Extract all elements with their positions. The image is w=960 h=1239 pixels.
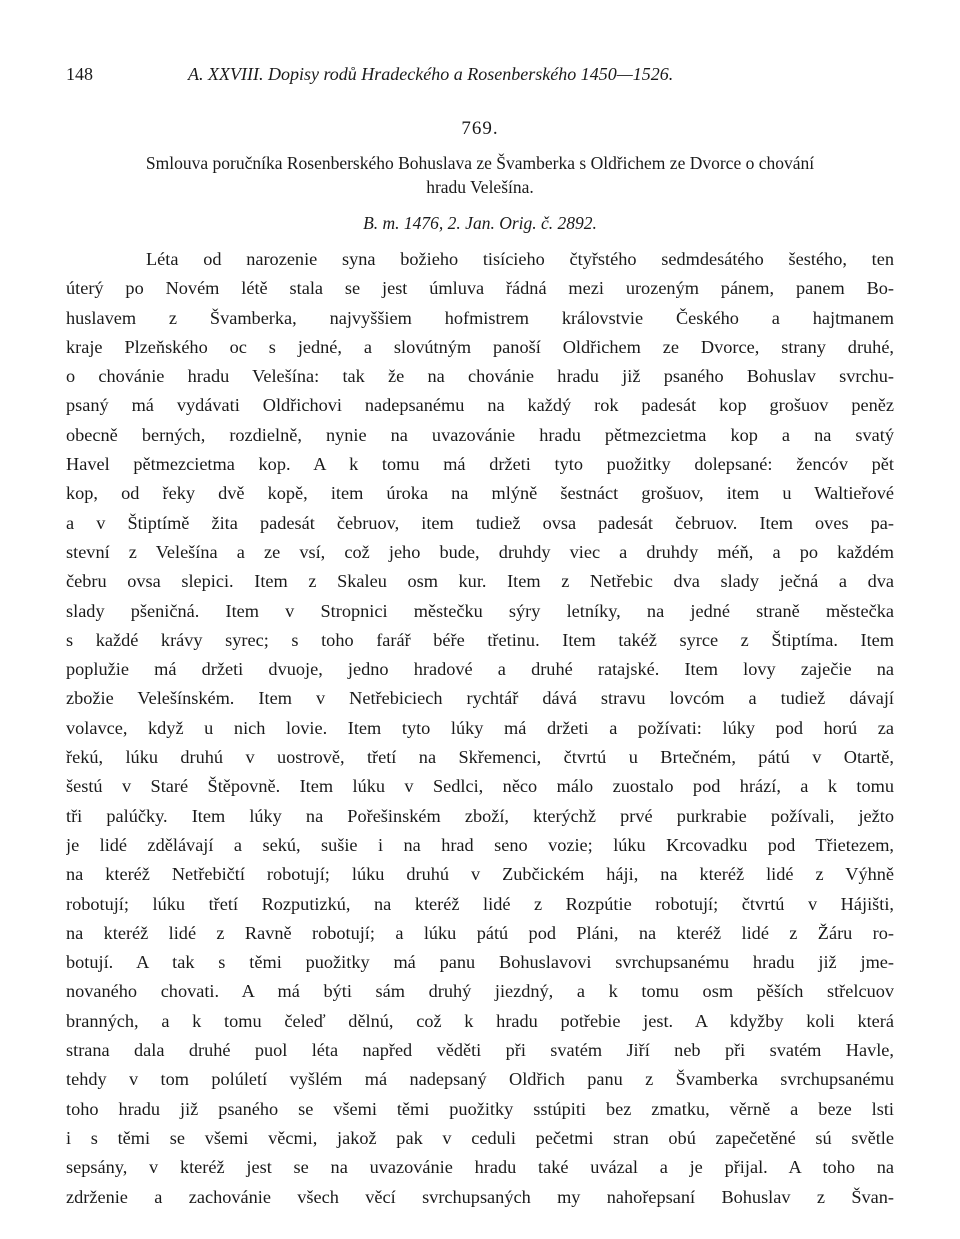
body-line: s každé krávy syrec; s toho farář béře třetinu. Item takéž syrce z Štiptíma. Item (66, 629, 894, 650)
body-line: psaný má vydávati Oldřichovi nadepsanému na každý rok padesát kop grošuov peněz (66, 395, 894, 416)
source-citation: B. m. 1476, 2. Jan. Orig. č. 2892. (363, 213, 597, 233)
body-line: branných, a k tomu čeleď dělnú, což k hradu potřebie jest. A kdyžby koli která (66, 1010, 894, 1031)
body-line: o chovánie hradu Velešína: tak že na chovánie hradu již psaného Bohuslav svrchu- (66, 366, 894, 387)
body-line: sepsány, v kteréž jest se na uvazovánie hradu také uvázal a je přijal. A toho na (66, 1157, 894, 1178)
running-head (66, 62, 894, 86)
body-line: obecně berných, rozdielně, nynie na uvazovánie hradu pětmezcietma kop a na svatý (66, 424, 894, 445)
body-line: robotují; lúku třetí Rozputizkú, na kteréž lidé z Rozpútie robotují; čtvrtú v Hájišti, (66, 893, 894, 914)
body-line: i s těmi se všemi věcmi, jakož pak v ceduli pečetmi stran obú zapečetěné sú světle (66, 1127, 894, 1148)
page-number: 148 (66, 64, 93, 84)
body-line: huslavem z Švamberka, najvyššiem hofmistrem královstvie Českého a hajtmanem (66, 307, 894, 328)
body-line: Havel pětmezcietma kop. A k tomu má držeti tyto puožitky dolepsané: žencóv pět (66, 454, 894, 475)
body-line: tři palúčky. Item lúky na Pořešinském zboží, kterýchž prvé purkrabie požívali, ježto (66, 805, 894, 826)
body-line: slady pšeničná. Item v Stropnici městečku sýry letníky, na jedné straně městečka (66, 600, 894, 621)
body-line: novaného chovati. A má býti sám druhý jiezdný, a k tomu osm pěších střelcuov (66, 981, 894, 1002)
heading-line: hradu Velešína. (426, 177, 534, 197)
body-line: je lidé zdělávají a sekú, sušie i na hrad seno vozie; lúku Krcovadku pod Třietezem, (66, 834, 894, 855)
document-number: 769. (461, 118, 499, 139)
body-line: kop, od řeky dvě kopě, item úroka na mlýně šestnáct grošuov, item u Waltieřové (66, 483, 894, 504)
body-line: a v Štiptímě žita padesát čebruov, item tudiež ovsa padesát čebruov. Item oves pa- (66, 512, 894, 533)
body-line: zdrženie a zachovánie všech věcí svrchupsaných my nahořepsaní Bohuslav z Švan- (66, 1186, 894, 1207)
body-line: strana dala druhé puol léta napřed věděti při svatém Jiří neb při svatém Havle, (66, 1040, 894, 1061)
body-line: toho hradu již psaného se všemi těmi puožitky sstúpiti bez zmatku, věrně a beze lsti (66, 1098, 894, 1119)
document-heading (66, 151, 894, 199)
running-title: A. XXVIII. Dopisy rodů Hradeckého a Rosenberského 1450—1526. (188, 64, 674, 84)
body-line: volavce, když u nich lovie. Item tyto lúky má držeti a požívati: lúky pod horú za (66, 717, 894, 738)
body-line: šestú v Staré Štěpovně. Item lúku v Sedlci, něco málo zuostalo pod hrází, a k tomu (66, 776, 894, 797)
body-line: zbožie Velešínském. Item v Netřebiciech rychtář dává stravu lovcóm a tudiež dávají (66, 688, 894, 709)
page (66, 0, 894, 1239)
body-line: kraje Plzeňského oc s jedné, a slovútným panoší Oldřichem ze Dvorce, strany druhé, (66, 336, 894, 357)
body-text (66, 245, 894, 1212)
body-line: Léta od narozenie syna božieho tisícieho čtyřstého sedmdesátého šestého, ten (146, 249, 894, 269)
body-line: stevní z Velešína a ze vsí, což jeho bude, druhdy viec a druhdy méň, a po každém (66, 541, 894, 562)
body-line: poplužie má držeti dvuoje, jedno hradové a druhé ratajské. Item lovy zaječie na (66, 659, 894, 680)
body-line: čebru ovsa slepici. Item z Skaleu osm kur. Item z Netřebic dva slady ječná a dva (66, 571, 894, 592)
body-line: úterý po Novém létě stala se jest úmluva řádná mezi urozeným pánem, panem Bo- (66, 278, 894, 299)
heading-line: Smlouva poručníka Rosenberského Bohuslava ze Švamberka s Oldřichem ze Dvorce o chování (145, 153, 815, 173)
body-line: na kteréž Netřebičtí robotují; lúku druhú v Zubčickém háji, na kteréž lidé z Výhně (66, 864, 894, 885)
body-line: tehdy v tom polúletí vyšlém má nadepsaný Oldřich panu z Švamberka svrchupsanému (66, 1069, 894, 1090)
body-line: na kteréž lidé z Ravně robotují; a lúku pátú pod Pláni, na kteréž lidé z Žáru ro- (66, 922, 894, 943)
body-line: řekú, lúku druhú v uostrově, třetí na Skřemenci, čtvrtú u Brtečném, pátú v Otartě, (66, 747, 894, 768)
body-line: botují. A tak s těmi puožitky má panu Bohuslavovi svrchupsanému hradu již jme- (66, 952, 894, 973)
